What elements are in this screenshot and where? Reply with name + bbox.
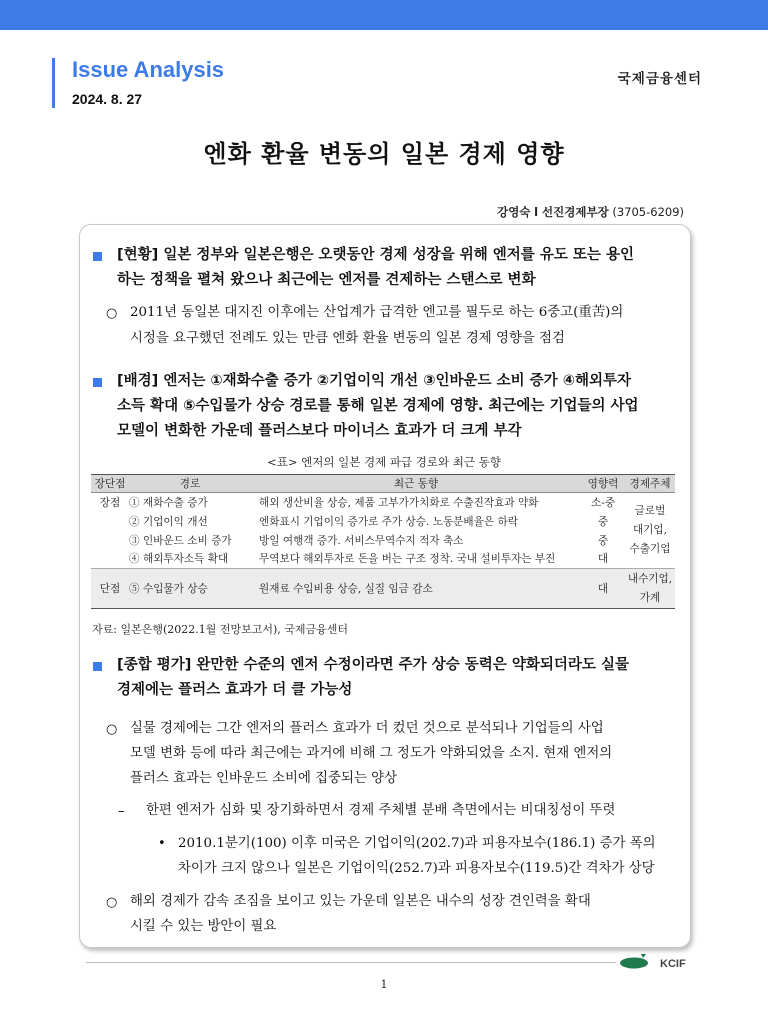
footer-logo-text: KCIF bbox=[660, 958, 686, 970]
impact-cell: 중 bbox=[597, 534, 609, 547]
trend-cell: 방일 여행객 증가. 서비스무역수지 적자 축소 bbox=[259, 534, 464, 547]
merit-label: 장점 bbox=[99, 496, 121, 509]
column-header: 경로 bbox=[129, 475, 251, 493]
asymmetry-line: 한편 엔저가 심화 및 장기화하면서 경제 주체별 분배 측면에서는 비대칭성이 뚜렷 bbox=[146, 803, 616, 818]
blue-square-icon bbox=[93, 378, 102, 387]
table-caption: <표> 엔저의 일본 경제 파급 경로와 최근 동향 bbox=[267, 455, 501, 469]
table-row bbox=[91, 512, 675, 531]
actor-line: 내수기업, bbox=[627, 572, 673, 585]
column-header: 영향력 bbox=[581, 475, 625, 493]
path-cell: ③ 인바운드 소비 증가 bbox=[129, 534, 232, 547]
impact-cell: 대 bbox=[581, 569, 625, 609]
trend-cell: 무역보다 해외투자로 돈을 버는 구조 정착. 국내 설비투자는 부진 bbox=[251, 550, 581, 569]
merit-actor-cell bbox=[625, 493, 675, 569]
evaluation-detail-line-2: 모델 변화 등에 따라 최근에는 과거에 비해 그 정도가 약화되었을 소지. 현재 엔저의 bbox=[130, 746, 613, 761]
conclusion-line-2: 시킬 수 있는 방안이 필요 bbox=[130, 919, 277, 934]
comparison-line-1: 2010.1분기(100) 이후 미국은 기업이익(202.7)과 피용자보수(186.1) 증가 폭의 bbox=[178, 836, 656, 851]
trend-cell: 엔화표시 기업이익 증가로 주가 상승. 노동분배율은 하락 bbox=[259, 515, 518, 528]
top-accent-bar bbox=[0, 0, 768, 30]
table-row bbox=[91, 531, 675, 550]
actor-line: 글로벌 bbox=[634, 505, 666, 517]
blue-square-icon bbox=[93, 662, 102, 671]
demerit-label: 단점 bbox=[91, 569, 129, 609]
demerit-actor-cell bbox=[625, 569, 675, 609]
dot-bullet-icon: • bbox=[158, 836, 166, 851]
page-number: 1 bbox=[380, 978, 388, 991]
table-row-demerit bbox=[91, 569, 675, 609]
circle-bullet-icon: ○ bbox=[106, 722, 118, 737]
footer-divider bbox=[86, 962, 616, 963]
path-cell: ⑤ 수입물가 상승 bbox=[129, 569, 251, 609]
actor-line: 수출기업 bbox=[629, 543, 671, 555]
actor-line: 가계 bbox=[639, 591, 661, 604]
column-header: 경제주체 bbox=[625, 475, 675, 493]
section-status-line-2: 하는 정책을 펼쳐 왔으나 최근에는 엔저를 견제하는 스탠스로 변화 bbox=[117, 272, 536, 288]
impact-cell: 중 bbox=[597, 515, 609, 528]
table-header-row bbox=[91, 475, 675, 493]
publish-date: 2024. 8. 27 bbox=[72, 91, 143, 107]
conclusion-line-1: 해외 경제가 감속 조짐을 보이고 있는 가운데 일본은 내수의 성장 견인력을 확대 bbox=[130, 894, 591, 909]
status-detail-line-2: 시정을 요구했던 전례도 있는 만큼 엔화 환율 변동의 일본 경제 영향을 점검 bbox=[130, 331, 565, 346]
section-background-line-3: 모델이 변화한 가운데 플러스보다 마이너스 효과가 더 크게 부각 bbox=[117, 423, 522, 439]
status-detail-line-1: 2011년 동일본 대지진 이후에는 산업계가 급격한 엔고를 필두로 하는 6중고(重苦)의 bbox=[130, 305, 624, 320]
impact-cell: 대 bbox=[581, 550, 625, 569]
blue-square-icon bbox=[93, 252, 102, 261]
path-cell: ② 기업이익 개선 bbox=[129, 515, 208, 528]
author-name: 강영숙 bbox=[497, 205, 531, 219]
dash-bullet-icon: – bbox=[118, 804, 125, 819]
section-background-line-2: 소득 확대 ⑤수입물가 상승 경로를 통해 일본 경제에 영향. 최근에는 기업들의 사업 bbox=[117, 398, 639, 414]
kcif-logo-icon bbox=[619, 952, 653, 970]
transmission-table bbox=[91, 474, 675, 609]
author-line bbox=[497, 204, 684, 220]
trend-cell: 원재료 수입비용 상승, 실질 임금 감소 bbox=[251, 569, 581, 609]
section-evaluation-line-2: 경제에는 플러스 효과가 더 클 가능성 bbox=[117, 682, 353, 698]
evaluation-detail-line-1: 실물 경제에는 그간 엔저의 플러스 효과가 더 컸던 것으로 분석되나 기업들의 사업 bbox=[130, 721, 604, 736]
evaluation-detail-line-3: 플러스 효과는 인바운드 소비에 집중되는 양상 bbox=[130, 771, 398, 786]
author-separator: l bbox=[534, 205, 543, 219]
header-accent-line bbox=[52, 58, 55, 108]
report-title: 엔화 환율 변동의 일본 경제 영향 bbox=[203, 140, 565, 168]
section-status-line-1: [현황] 일본 정부와 일본은행은 오랫동안 경제 성장을 위해 엔저를 유도 또는 용인 bbox=[117, 247, 635, 263]
comparison-line-2: 차이가 크지 않으나 일본은 기업이익(252.7)과 피용자보수(119.5)간 격차가 상당 bbox=[178, 861, 655, 876]
path-cell: ① 재화수출 증가 bbox=[129, 496, 208, 509]
author-phone: (3705-6209) bbox=[612, 205, 684, 219]
table-row bbox=[91, 550, 675, 569]
series-label: Issue Analysis bbox=[72, 57, 225, 82]
table-row bbox=[91, 493, 675, 512]
impact-cell: 소-중 bbox=[590, 496, 616, 509]
circle-bullet-icon: ○ bbox=[106, 895, 118, 910]
path-cell: ④ 해외투자소득 확대 bbox=[129, 550, 251, 569]
actor-line: 대기업, bbox=[632, 524, 668, 536]
author-dept: 선진경제부장 bbox=[542, 205, 609, 219]
column-header: 최근 동향 bbox=[251, 475, 581, 493]
organization-name: 국제금융센터 bbox=[617, 71, 702, 87]
table-source: 자료: 일본은행(2022.1월 전망보고서), 국제금융센터 bbox=[92, 623, 349, 636]
trend-cell: 해외 생산비율 상승, 제품 고부가가치화로 수출진작효과 약화 bbox=[259, 496, 539, 509]
section-evaluation-line-1: [종합 평가] 완만한 수준의 엔저 수정이라면 주가 상승 동력은 약화되더라도 실물 bbox=[117, 657, 629, 673]
column-header: 장단점 bbox=[91, 475, 129, 493]
circle-bullet-icon: ○ bbox=[106, 306, 118, 321]
section-background-line-1: [배경] 엔저는 ①재화수출 증가 ②기업이익 개선 ③인바운드 소비 증가 ④해외투자 bbox=[117, 373, 631, 389]
